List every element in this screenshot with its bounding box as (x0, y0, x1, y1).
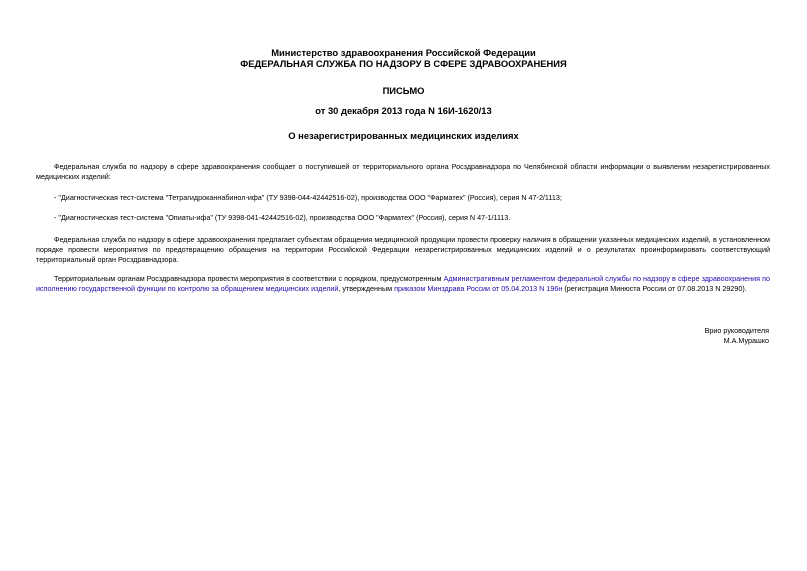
signatory-name: М.А.Мурашко (723, 336, 769, 345)
document-subject: О незарегистрированных медицинских изделиях (288, 130, 519, 141)
paragraph-instruction (36, 274, 770, 294)
document-header (0, 47, 807, 116)
signatory-title: Врио руководителя (704, 326, 769, 335)
paragraph-intro: Федеральная служба по надзору в сфере здравоохранения сообщает о поступившей от территориального органа Росздравнадзора по Челябинской области информации о выявлении незарегистрированных медицинских изделий: (36, 162, 770, 181)
list-item-thc-test: - "Диагностическая тест-система "Тетрагидроканнабинол-ифа" (ТУ 9398-044-42442516-02), производства ООО "Фарматех" (Россия), серия N 47-2/1113; (54, 193, 562, 202)
document-type: ПИСЬМО (382, 85, 425, 96)
order-link[interactable]: приказом Минздрава России от 05.04.2013 N 196н (394, 283, 563, 293)
service-name: ФЕДЕРАЛЬНАЯ СЛУЖБА ПО НАДЗОРУ В СФЕРЕ ЗДРАВООХРАНЕНИЯ (240, 58, 567, 69)
ministry-name: Министерство здравоохранения Российской Федерации (271, 47, 536, 58)
list-item-opiates-test: - "Диагностическая тест-система "Опиаты-ифа" (ТУ 9398-041-42442516-02), производства ООО "Фарматех" (Россия), серия N 47-1/1113. (54, 213, 511, 222)
paragraph-proposal: Федеральная служба по надзору в сфере здравоохранения предлагает субъектам обращения медицинской продукции провести проверку наличия в обращении указанных медицинских изделий, в установленном порядке провести мероприятия по предотвращению обращения на территории Российской Федерации незарегистрированных медицинских изделий и о результатах проинформировать соответствующий территориальный орган Росздравнадзора. (36, 235, 770, 264)
instruction-text-start: Территориальным органам Росздравнадзора провести мероприятия в соответствии с порядком, предусмотренным (54, 274, 444, 283)
signature-block (705, 326, 769, 346)
instruction-text-mid: , утвержденным (338, 283, 395, 293)
document-date: от 30 декабря 2013 года N 16И-1620/13 (315, 105, 492, 116)
instruction-text-end: (регистрация Минюста России от 07.08.2013 N 29290). (562, 283, 747, 293)
regulation-link[interactable]: Административным регламентом федеральной службы по надзору в сфере здравоохранения по исполнению государственной функции по контролю за обращением медицинских изделий (36, 274, 770, 293)
